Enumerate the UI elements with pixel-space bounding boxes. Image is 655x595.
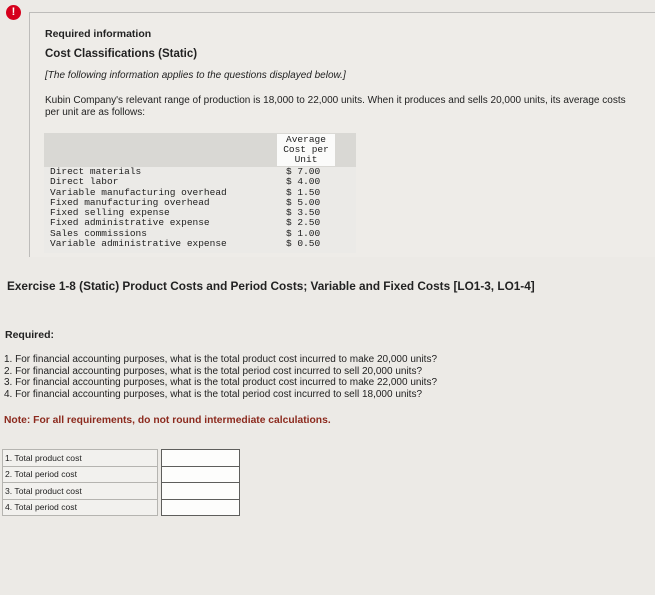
row-value: $ 1.00 xyxy=(286,227,321,239)
required-information-panel xyxy=(29,12,655,257)
required-information-label: Required information xyxy=(45,28,152,40)
answer-input-3[interactable] xyxy=(162,483,240,500)
row-value: $ 5.00 xyxy=(286,196,321,208)
alert-icon: ! xyxy=(6,5,21,20)
row-label: Sales commissions xyxy=(50,227,147,239)
column-header-average-cost xyxy=(277,134,335,166)
answer-input-2[interactable] xyxy=(162,466,240,483)
header-line: Cost per xyxy=(283,144,329,155)
question-item: 3. For financial accounting purposes, what is the total product cost incurred to make 22,000 units? xyxy=(4,377,438,389)
row-label: Direct labor xyxy=(50,176,119,188)
row-label: Variable administrative expense xyxy=(50,238,227,250)
answer-row xyxy=(3,466,240,483)
answer-label: 4. Total period cost xyxy=(3,499,158,516)
row-label: Direct materials xyxy=(50,166,142,177)
question-list xyxy=(4,354,437,401)
applies-note: [The following information applies to the questions displayed below.] xyxy=(45,70,346,81)
header-line: Average xyxy=(286,134,326,145)
answer-row xyxy=(3,483,240,500)
header-line: Unit xyxy=(294,154,318,165)
rounding-note: Note: For all requirements, do not round intermediate calculations. xyxy=(4,415,331,426)
row-value: $ 7.00 xyxy=(286,166,321,177)
answer-input-1[interactable] xyxy=(162,450,240,467)
row-value: $ 3.50 xyxy=(286,207,321,219)
answer-row xyxy=(3,450,240,467)
question-item: 1. For financial accounting purposes, what is the total product cost incurred to make 20,000 units? xyxy=(4,354,438,365)
question-item: 2. For financial accounting purposes, what is the total period cost incurred to sell 20,000 units? xyxy=(4,365,423,377)
table-header xyxy=(44,133,356,167)
answer-label: 1. Total product cost xyxy=(3,450,158,467)
cost-table xyxy=(44,133,356,253)
answer-label: 2. Total period cost xyxy=(3,466,158,483)
question-item: 4. For financial accounting purposes, what is the total period cost incurred to sell 18,000 units? xyxy=(4,389,423,401)
row-label: Fixed manufacturing overhead xyxy=(50,196,210,208)
intro-text: Kubin Company's relevant range of production is 18,000 to 22,000 units. When it produces and sells 20,000 units, its average costs per unit are as follows: xyxy=(45,95,626,118)
answer-label: 3. Total product cost xyxy=(3,483,158,500)
table-spacer xyxy=(44,249,356,253)
row-value: $ 2.50 xyxy=(286,217,321,229)
exercise-title: Exercise 1-8 (Static) Product Costs and Period Costs; Variable and Fixed Costs [LO1-3, LO1-4] xyxy=(7,279,535,293)
answer-row xyxy=(3,499,240,516)
section-title: Cost Classifications (Static) xyxy=(45,48,198,60)
answer-table xyxy=(2,449,240,516)
row-label: Variable manufacturing overhead xyxy=(50,186,227,198)
table-row xyxy=(44,239,356,249)
row-label: Fixed administrative expense xyxy=(50,217,210,229)
row-value: $ 4.00 xyxy=(286,176,321,188)
answer-input-4[interactable] xyxy=(162,499,240,516)
row-label: Fixed selling expense xyxy=(50,207,170,219)
row-value: $ 1.50 xyxy=(286,186,321,198)
required-heading: Required: xyxy=(5,329,55,341)
row-value: $ 0.50 xyxy=(286,238,321,250)
